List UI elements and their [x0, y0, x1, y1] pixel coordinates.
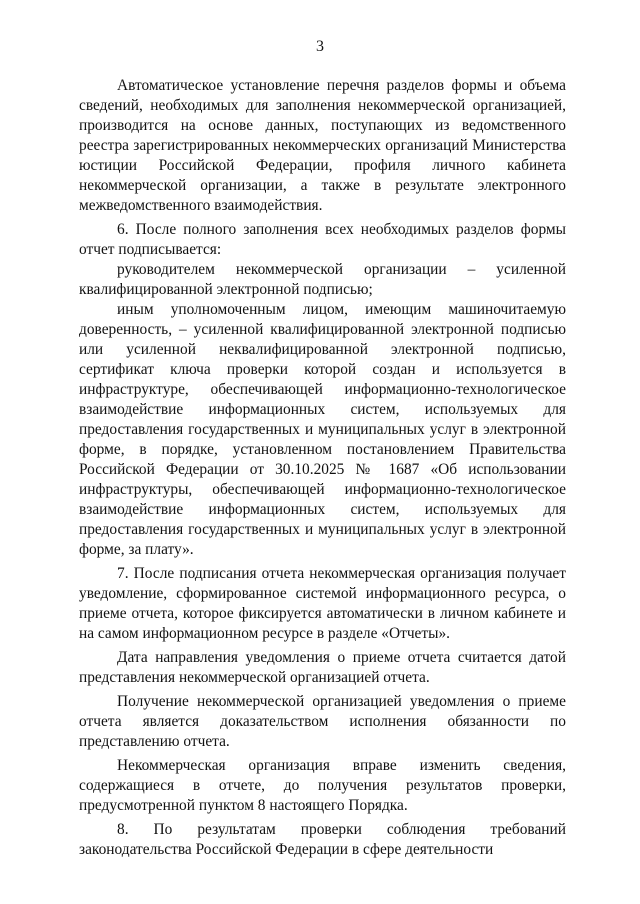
paragraph-notification-proof: Получение некоммерческой организацией уведомления о приеме отчета является доказательством исполнения обязанности по представлению отчета.	[79, 693, 566, 750]
paragraph-signatory-authorized: иным уполномоченным лицом, имеющим машиночитаемую доверенность, – усиленной квалифицированной электронной подписью или усиленной неквалифицированной электронной подписью, сертификат ключа проверки которой создан и используется в инфраструктуре, обеспечивающей информационно-технологическое взаимодействие информационных систем, используемых для предоставления государственных и муниципальных услуг в электронной форме, в порядке, установленном постановлением Правительства Российской Федерации от 30.10.2025 № 1687 «Об использовании инфраструктуры, обеспечивающей информационно-технологическое взаимодействие информационных систем, используемых для предоставления государственных и муниципальных услуг в электронной форме, за плату».	[79, 301, 566, 558]
document-body	[79, 76, 566, 864]
paragraph-notification-date: Дата направления уведомления о приеме отчета считается датой представления некоммерческой организацией отчета.	[79, 649, 566, 686]
paragraph-signatory-head: руководителем некоммерческой организации – усиленной квалифицированной электронной подписью;	[79, 261, 566, 298]
paragraph-item-8: 8. По результатам проверки соблюдения требований законодательства Российской Федерации в сфере деятельности	[79, 821, 566, 858]
page-number: 3	[316, 38, 324, 55]
paragraph-change-info: Некоммерческая организация вправе изменить сведения, содержащиеся в отчете, до получения результатов проверки, предусмотренной пунктом 8 настоящего Порядка.	[79, 757, 566, 814]
paragraph-item-6: 6. После полного заполнения всех необходимых разделов формы отчет подписывается:	[79, 221, 566, 258]
paragraph-automatic-determination: Автоматическое установление перечня разделов формы и объема сведений, необходимых для заполнения некоммерческой организацией, производится на основе данных, поступающих из ведомственного реестра зарегистрированных некоммерческих организаций Министерства юстиции Российской Федерации, профиля личного кабинета некоммерческой организации, а также в результате электронного межведомственного взаимодействия.	[79, 77, 566, 214]
paragraph-item-7: 7. После подписания отчета некоммерческая организация получает уведомление, сформированное системой информационного ресурса, о приеме отчета, которое фиксируется автоматически в личном кабинете и на самом информационном ресурсе в разделе «Отчеты».	[79, 565, 566, 642]
